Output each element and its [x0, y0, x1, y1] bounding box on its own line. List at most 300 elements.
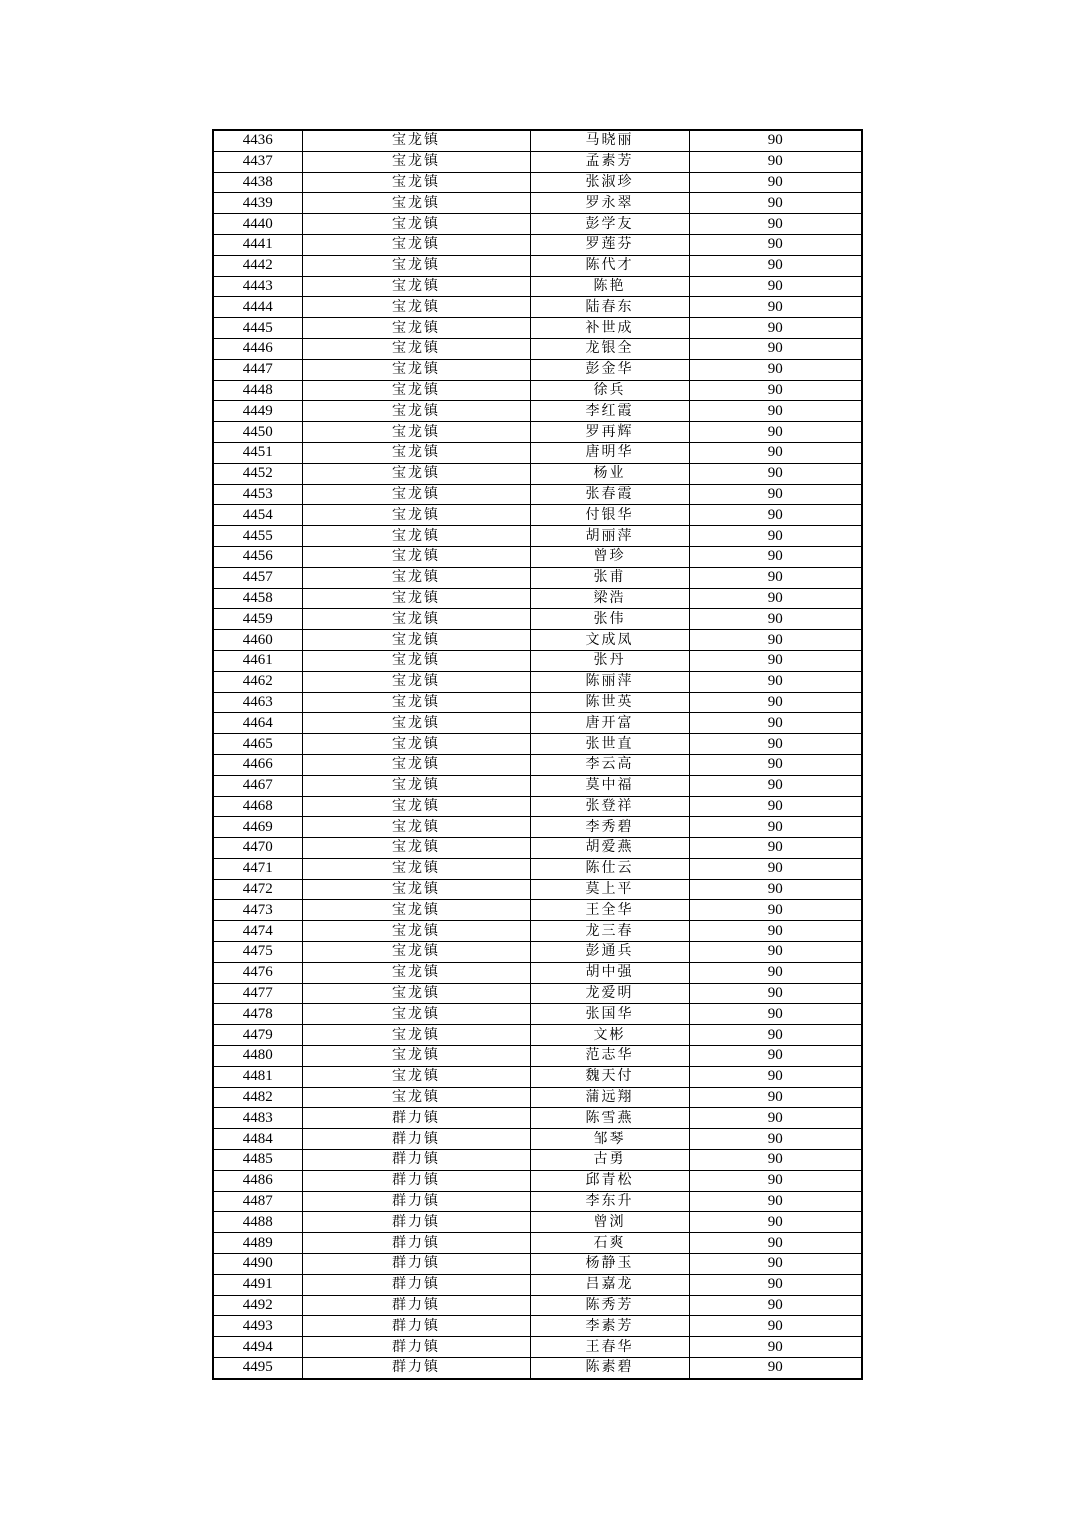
town-cell: 宝龙镇 — [302, 234, 530, 255]
name-cell: 张甫 — [530, 567, 689, 588]
table-row — [213, 962, 862, 983]
serial-number-cell: 4483 — [213, 1108, 302, 1129]
name-cell: 杨静玉 — [530, 1254, 689, 1275]
name-cell: 罗永翠 — [530, 193, 689, 214]
name-cell: 陈丽萍 — [530, 671, 689, 692]
table-row — [213, 1150, 862, 1171]
serial-number-cell: 4471 — [213, 858, 302, 879]
town-cell: 宝龙镇 — [302, 380, 530, 401]
serial-number-cell: 4436 — [213, 130, 302, 151]
serial-number-cell: 4455 — [213, 526, 302, 547]
town-cell: 宝龙镇 — [302, 172, 530, 193]
score-cell: 90 — [689, 505, 862, 526]
table-row — [213, 796, 862, 817]
table-row — [213, 359, 862, 380]
town-cell: 群力镇 — [302, 1358, 530, 1379]
table-row — [213, 879, 862, 900]
serial-number-cell: 4449 — [213, 401, 302, 422]
table-row — [213, 671, 862, 692]
name-cell: 王春华 — [530, 1337, 689, 1358]
name-cell: 李红霞 — [530, 401, 689, 422]
table-row — [213, 838, 862, 859]
town-cell: 宝龙镇 — [302, 567, 530, 588]
score-cell: 90 — [689, 1066, 862, 1087]
score-cell: 90 — [689, 214, 862, 235]
town-cell: 群力镇 — [302, 1108, 530, 1129]
town-cell: 宝龙镇 — [302, 151, 530, 172]
score-cell: 90 — [689, 858, 862, 879]
table-row — [213, 609, 862, 630]
name-cell: 吕嘉龙 — [530, 1274, 689, 1295]
name-cell: 陈世英 — [530, 692, 689, 713]
town-cell: 宝龙镇 — [302, 1004, 530, 1025]
name-cell: 李东升 — [530, 1191, 689, 1212]
serial-number-cell: 4485 — [213, 1150, 302, 1171]
name-cell: 陈代才 — [530, 255, 689, 276]
score-cell: 90 — [689, 609, 862, 630]
serial-number-cell: 4490 — [213, 1254, 302, 1275]
town-cell: 宝龙镇 — [302, 588, 530, 609]
town-cell: 宝龙镇 — [302, 484, 530, 505]
name-cell: 范志华 — [530, 1046, 689, 1067]
name-cell: 陈秀芳 — [530, 1295, 689, 1316]
town-cell: 宝龙镇 — [302, 338, 530, 359]
score-cell: 90 — [689, 1337, 862, 1358]
table-row — [213, 276, 862, 297]
town-cell: 宝龙镇 — [302, 359, 530, 380]
name-cell: 张伟 — [530, 609, 689, 630]
serial-number-cell: 4456 — [213, 546, 302, 567]
score-cell: 90 — [689, 484, 862, 505]
serial-number-cell: 4465 — [213, 734, 302, 755]
town-cell: 宝龙镇 — [302, 775, 530, 796]
table-row — [213, 297, 862, 318]
name-cell: 胡丽萍 — [530, 526, 689, 547]
table-row — [213, 1108, 862, 1129]
table-row — [213, 942, 862, 963]
score-cell: 90 — [689, 1108, 862, 1129]
name-cell: 龙银全 — [530, 338, 689, 359]
name-cell: 邹琴 — [530, 1129, 689, 1150]
serial-number-cell: 4492 — [213, 1295, 302, 1316]
table-row — [213, 983, 862, 1004]
score-cell: 90 — [689, 338, 862, 359]
table-row — [213, 775, 862, 796]
name-cell: 张登祥 — [530, 796, 689, 817]
score-cell: 90 — [689, 754, 862, 775]
town-cell: 宝龙镇 — [302, 796, 530, 817]
table-row — [213, 1212, 862, 1233]
score-cell: 90 — [689, 422, 862, 443]
town-cell: 宝龙镇 — [302, 442, 530, 463]
table-row — [213, 214, 862, 235]
table-row — [213, 1274, 862, 1295]
score-cell: 90 — [689, 817, 862, 838]
score-cell: 90 — [689, 401, 862, 422]
name-cell: 彭金华 — [530, 359, 689, 380]
name-cell: 王全华 — [530, 900, 689, 921]
serial-number-cell: 4467 — [213, 775, 302, 796]
serial-number-cell: 4495 — [213, 1358, 302, 1379]
town-cell: 宝龙镇 — [302, 297, 530, 318]
serial-number-cell: 4478 — [213, 1004, 302, 1025]
serial-number-cell: 4437 — [213, 151, 302, 172]
table-row — [213, 318, 862, 339]
table-row — [213, 588, 862, 609]
serial-number-cell: 4473 — [213, 900, 302, 921]
table-row — [213, 858, 862, 879]
table-row — [213, 255, 862, 276]
table-row — [213, 754, 862, 775]
table-row — [213, 1046, 862, 1067]
town-cell: 群力镇 — [302, 1150, 530, 1171]
score-cell: 90 — [689, 151, 862, 172]
table-row — [213, 734, 862, 755]
town-cell: 宝龙镇 — [302, 692, 530, 713]
serial-number-cell: 4462 — [213, 671, 302, 692]
data-table — [212, 129, 863, 1380]
town-cell: 宝龙镇 — [302, 1025, 530, 1046]
score-cell: 90 — [689, 650, 862, 671]
serial-number-cell: 4494 — [213, 1337, 302, 1358]
town-cell: 宝龙镇 — [302, 900, 530, 921]
score-cell: 90 — [689, 1212, 862, 1233]
table-row — [213, 1129, 862, 1150]
name-cell: 蒲远翔 — [530, 1087, 689, 1108]
town-cell: 群力镇 — [302, 1129, 530, 1150]
table-row — [213, 422, 862, 443]
town-cell: 宝龙镇 — [302, 276, 530, 297]
table-row — [213, 1254, 862, 1275]
table-row — [213, 380, 862, 401]
serial-number-cell: 4488 — [213, 1212, 302, 1233]
name-cell: 唐明华 — [530, 442, 689, 463]
serial-number-cell: 4468 — [213, 796, 302, 817]
town-cell: 群力镇 — [302, 1233, 530, 1254]
name-cell: 陈艳 — [530, 276, 689, 297]
name-cell: 李云高 — [530, 754, 689, 775]
town-cell: 宝龙镇 — [302, 713, 530, 734]
town-cell: 宝龙镇 — [302, 214, 530, 235]
serial-number-cell: 4453 — [213, 484, 302, 505]
score-cell: 90 — [689, 1191, 862, 1212]
table-row — [213, 1358, 862, 1379]
score-cell: 90 — [689, 630, 862, 651]
score-cell: 90 — [689, 796, 862, 817]
town-cell: 宝龙镇 — [302, 650, 530, 671]
score-cell: 90 — [689, 734, 862, 755]
score-cell: 90 — [689, 775, 862, 796]
name-cell: 莫中福 — [530, 775, 689, 796]
serial-number-cell: 4472 — [213, 879, 302, 900]
score-cell: 90 — [689, 879, 862, 900]
town-cell: 宝龙镇 — [302, 609, 530, 630]
town-cell: 宝龙镇 — [302, 983, 530, 1004]
table-row — [213, 650, 862, 671]
name-cell: 魏天付 — [530, 1066, 689, 1087]
name-cell: 杨业 — [530, 463, 689, 484]
score-cell: 90 — [689, 297, 862, 318]
serial-number-cell: 4484 — [213, 1129, 302, 1150]
serial-number-cell: 4440 — [213, 214, 302, 235]
table-row — [213, 505, 862, 526]
town-cell: 宝龙镇 — [302, 858, 530, 879]
score-cell: 90 — [689, 713, 862, 734]
table-row — [213, 193, 862, 214]
name-cell: 陈素碧 — [530, 1358, 689, 1379]
table-row — [213, 484, 862, 505]
serial-number-cell: 4450 — [213, 422, 302, 443]
score-cell: 90 — [689, 838, 862, 859]
town-cell: 宝龙镇 — [302, 879, 530, 900]
name-cell: 张国华 — [530, 1004, 689, 1025]
table-row — [213, 1025, 862, 1046]
score-cell: 90 — [689, 983, 862, 1004]
serial-number-cell: 4438 — [213, 172, 302, 193]
town-cell: 群力镇 — [302, 1191, 530, 1212]
name-cell: 李秀碧 — [530, 817, 689, 838]
table-row — [213, 1066, 862, 1087]
table-row — [213, 900, 862, 921]
score-cell: 90 — [689, 1316, 862, 1337]
score-cell: 90 — [689, 380, 862, 401]
score-cell: 90 — [689, 1170, 862, 1191]
table-row — [213, 1191, 862, 1212]
table-row — [213, 692, 862, 713]
table-row — [213, 442, 862, 463]
town-cell: 宝龙镇 — [302, 921, 530, 942]
serial-number-cell: 4479 — [213, 1025, 302, 1046]
name-cell: 胡中强 — [530, 962, 689, 983]
serial-number-cell: 4452 — [213, 463, 302, 484]
serial-number-cell: 4476 — [213, 962, 302, 983]
serial-number-cell: 4447 — [213, 359, 302, 380]
score-cell: 90 — [689, 172, 862, 193]
town-cell: 宝龙镇 — [302, 526, 530, 547]
score-cell: 90 — [689, 463, 862, 484]
table-row — [213, 567, 862, 588]
score-cell: 90 — [689, 1233, 862, 1254]
score-cell: 90 — [689, 692, 862, 713]
town-cell: 宝龙镇 — [302, 754, 530, 775]
score-cell: 90 — [689, 1004, 862, 1025]
table-row — [213, 401, 862, 422]
serial-number-cell: 4469 — [213, 817, 302, 838]
score-cell: 90 — [689, 921, 862, 942]
town-cell: 宝龙镇 — [302, 422, 530, 443]
name-cell: 马晓丽 — [530, 130, 689, 151]
score-cell: 90 — [689, 526, 862, 547]
town-cell: 宝龙镇 — [302, 962, 530, 983]
serial-number-cell: 4477 — [213, 983, 302, 1004]
name-cell: 罗再辉 — [530, 422, 689, 443]
score-cell: 90 — [689, 1150, 862, 1171]
serial-number-cell: 4475 — [213, 942, 302, 963]
serial-number-cell: 4443 — [213, 276, 302, 297]
name-cell: 古勇 — [530, 1150, 689, 1171]
town-cell: 宝龙镇 — [302, 505, 530, 526]
town-cell: 群力镇 — [302, 1337, 530, 1358]
score-cell: 90 — [689, 942, 862, 963]
name-cell: 陈仕云 — [530, 858, 689, 879]
serial-number-cell: 4481 — [213, 1066, 302, 1087]
name-cell: 龙爱明 — [530, 983, 689, 1004]
town-cell: 宝龙镇 — [302, 671, 530, 692]
name-cell: 石爽 — [530, 1233, 689, 1254]
serial-number-cell: 4457 — [213, 567, 302, 588]
table-row — [213, 130, 862, 151]
score-cell: 90 — [689, 567, 862, 588]
name-cell: 陆春东 — [530, 297, 689, 318]
town-cell: 宝龙镇 — [302, 942, 530, 963]
town-cell: 群力镇 — [302, 1274, 530, 1295]
score-cell: 90 — [689, 318, 862, 339]
name-cell: 张丹 — [530, 650, 689, 671]
serial-number-cell: 4458 — [213, 588, 302, 609]
serial-number-cell: 4487 — [213, 1191, 302, 1212]
town-cell: 宝龙镇 — [302, 463, 530, 484]
score-cell: 90 — [689, 1358, 862, 1379]
table-row — [213, 1337, 862, 1358]
town-cell: 宝龙镇 — [302, 1066, 530, 1087]
town-cell: 宝龙镇 — [302, 130, 530, 151]
score-cell: 90 — [689, 1274, 862, 1295]
score-cell: 90 — [689, 234, 862, 255]
town-cell: 宝龙镇 — [302, 546, 530, 567]
town-cell: 宝龙镇 — [302, 734, 530, 755]
table-row — [213, 630, 862, 651]
table-row — [213, 526, 862, 547]
serial-number-cell: 4439 — [213, 193, 302, 214]
serial-number-cell: 4482 — [213, 1087, 302, 1108]
score-cell: 90 — [689, 962, 862, 983]
table-row — [213, 151, 862, 172]
table-body — [213, 130, 862, 1379]
serial-number-cell: 4441 — [213, 234, 302, 255]
name-cell: 梁浩 — [530, 588, 689, 609]
town-cell: 宝龙镇 — [302, 1046, 530, 1067]
name-cell: 龙三春 — [530, 921, 689, 942]
town-cell: 群力镇 — [302, 1170, 530, 1191]
score-cell: 90 — [689, 1087, 862, 1108]
town-cell: 宝龙镇 — [302, 838, 530, 859]
table-row — [213, 338, 862, 359]
score-cell: 90 — [689, 276, 862, 297]
town-cell: 群力镇 — [302, 1254, 530, 1275]
town-cell: 宝龙镇 — [302, 630, 530, 651]
score-cell: 90 — [689, 546, 862, 567]
table-row — [213, 713, 862, 734]
serial-number-cell: 4463 — [213, 692, 302, 713]
name-cell: 罗莲芬 — [530, 234, 689, 255]
table-row — [213, 1233, 862, 1254]
table-row — [213, 1170, 862, 1191]
table-row — [213, 234, 862, 255]
serial-number-cell: 4444 — [213, 297, 302, 318]
serial-number-cell: 4460 — [213, 630, 302, 651]
name-cell: 孟素芳 — [530, 151, 689, 172]
name-cell: 文成凤 — [530, 630, 689, 651]
serial-number-cell: 4446 — [213, 338, 302, 359]
serial-number-cell: 4464 — [213, 713, 302, 734]
serial-number-cell: 4474 — [213, 921, 302, 942]
score-cell: 90 — [689, 671, 862, 692]
serial-number-cell: 4486 — [213, 1170, 302, 1191]
serial-number-cell: 4442 — [213, 255, 302, 276]
serial-number-cell: 4448 — [213, 380, 302, 401]
table-row — [213, 1004, 862, 1025]
score-cell: 90 — [689, 193, 862, 214]
serial-number-cell: 4459 — [213, 609, 302, 630]
serial-number-cell: 4454 — [213, 505, 302, 526]
name-cell: 付银华 — [530, 505, 689, 526]
name-cell: 胡爱燕 — [530, 838, 689, 859]
serial-number-cell: 4461 — [213, 650, 302, 671]
name-cell: 补世成 — [530, 318, 689, 339]
score-cell: 90 — [689, 900, 862, 921]
name-cell: 文彬 — [530, 1025, 689, 1046]
score-cell: 90 — [689, 255, 862, 276]
town-cell: 群力镇 — [302, 1316, 530, 1337]
score-cell: 90 — [689, 1025, 862, 1046]
name-cell: 徐兵 — [530, 380, 689, 401]
serial-number-cell: 4491 — [213, 1274, 302, 1295]
table-row — [213, 546, 862, 567]
serial-number-cell: 4489 — [213, 1233, 302, 1254]
town-cell: 宝龙镇 — [302, 255, 530, 276]
table-row — [213, 921, 862, 942]
town-cell: 宝龙镇 — [302, 817, 530, 838]
name-cell: 张世直 — [530, 734, 689, 755]
name-cell: 彭学友 — [530, 214, 689, 235]
score-cell: 90 — [689, 1046, 862, 1067]
data-table-container — [212, 129, 861, 1380]
name-cell: 邱青松 — [530, 1170, 689, 1191]
name-cell: 曾珍 — [530, 546, 689, 567]
score-cell: 90 — [689, 588, 862, 609]
serial-number-cell: 4445 — [213, 318, 302, 339]
score-cell: 90 — [689, 1254, 862, 1275]
name-cell: 陈雪燕 — [530, 1108, 689, 1129]
serial-number-cell: 4493 — [213, 1316, 302, 1337]
score-cell: 90 — [689, 130, 862, 151]
score-cell: 90 — [689, 1295, 862, 1316]
table-row — [213, 1295, 862, 1316]
name-cell: 张春霞 — [530, 484, 689, 505]
table-row — [213, 463, 862, 484]
name-cell: 彭通兵 — [530, 942, 689, 963]
name-cell: 唐开富 — [530, 713, 689, 734]
serial-number-cell: 4470 — [213, 838, 302, 859]
table-row — [213, 817, 862, 838]
score-cell: 90 — [689, 1129, 862, 1150]
name-cell: 张淑珍 — [530, 172, 689, 193]
serial-number-cell: 4466 — [213, 754, 302, 775]
score-cell: 90 — [689, 359, 862, 380]
town-cell: 群力镇 — [302, 1295, 530, 1316]
table-row — [213, 172, 862, 193]
table-row — [213, 1316, 862, 1337]
name-cell: 曾浏 — [530, 1212, 689, 1233]
name-cell: 李素芳 — [530, 1316, 689, 1337]
town-cell: 宝龙镇 — [302, 193, 530, 214]
serial-number-cell: 4451 — [213, 442, 302, 463]
name-cell: 莫上平 — [530, 879, 689, 900]
town-cell: 宝龙镇 — [302, 318, 530, 339]
town-cell: 宝龙镇 — [302, 401, 530, 422]
town-cell: 宝龙镇 — [302, 1087, 530, 1108]
score-cell: 90 — [689, 442, 862, 463]
